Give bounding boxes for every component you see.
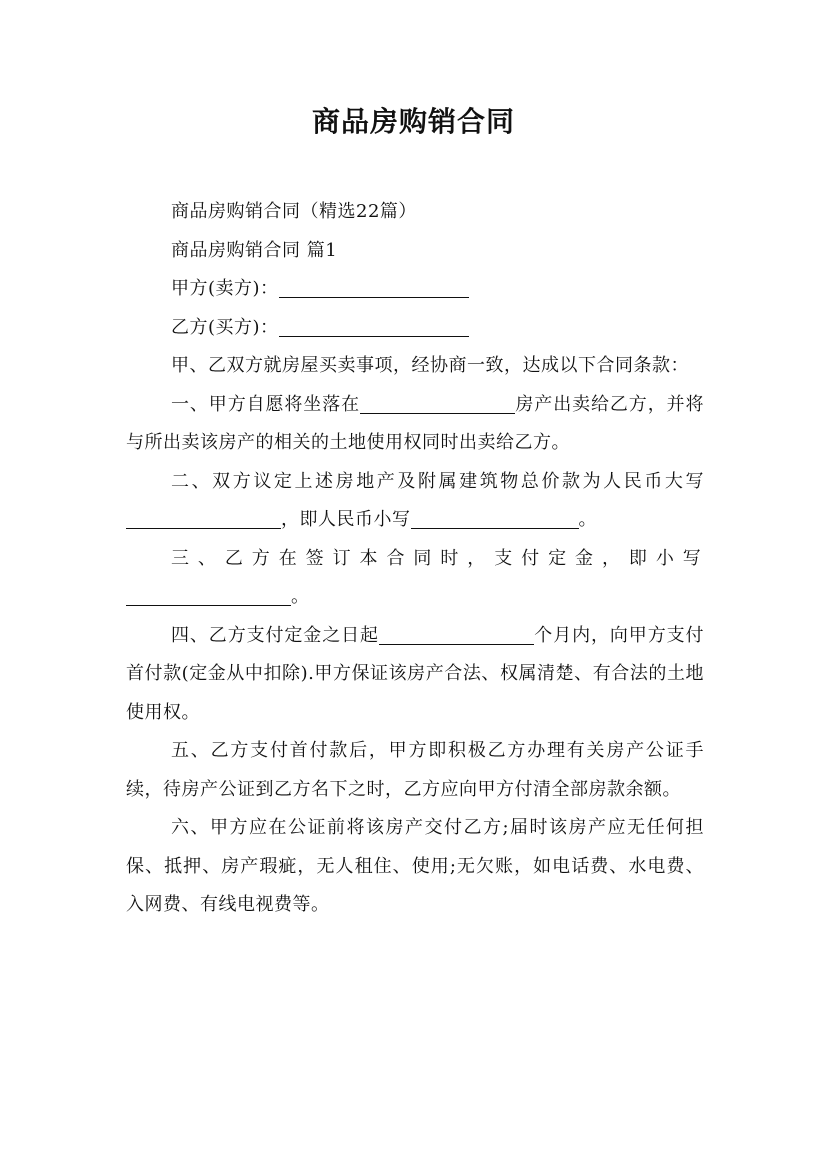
clause-4-text-a: 四、乙方支付定金之日起 — [171, 624, 379, 646]
clause-1-text-b: 房产出卖给乙方，并将与所出卖该房产的相关的土地使用权同时出卖给乙方。 — [126, 393, 704, 453]
clause-2-text-b: ，即人民币小写 — [281, 509, 411, 530]
party-a-line — [126, 270, 704, 309]
clause-6: 六、甲方应在公证前将该房产交付乙方;届时该房产应无任何担保、抵押、房产瑕疵，无人租住、使用;无欠账，如电话费、水电费、入网费、有线电视费等。 — [126, 817, 704, 915]
party-b-line — [126, 309, 704, 348]
clause-1 — [126, 386, 704, 463]
property-location-blank — [360, 393, 515, 414]
clause-5: 五、乙方支付首付款后，甲方即积极乙方办理有关房产公证手续，待房产公证到乙方名下之时，乙方应向甲方付清全部房款余额。 — [126, 740, 704, 800]
deposit-blank — [126, 585, 291, 606]
party-a-blank — [279, 277, 469, 298]
party-b-blank — [279, 316, 469, 337]
price-lowercase-blank — [411, 508, 579, 529]
clause-3-text-b: 。 — [291, 586, 313, 607]
clause-1-text-a: 一、甲方自愿将坐落在 — [171, 393, 360, 415]
clause-2-text-c: 。 — [578, 509, 597, 530]
clause-2-text-a: 二、双方议定上述房地产及附属建筑物总价款为人民币大写 — [171, 470, 704, 492]
section-heading: 商品房购销合同 篇1 — [171, 239, 338, 261]
months-blank — [379, 624, 534, 645]
party-a-label: 甲方(卖方)： — [171, 278, 279, 299]
party-b-label: 乙方(买方)： — [171, 316, 279, 338]
document-body — [126, 193, 704, 925]
price-uppercase-blank — [126, 508, 281, 529]
clause-4 — [126, 617, 704, 733]
clause-3-text-a: 三、乙方在签订本合同时，支付定金，即小写 — [171, 547, 704, 569]
clause-4-text-b: 个月内，向甲方支付首付款(定金从中扣除).甲方保证该房产合法、权属清楚、有合法的土地使用权。 — [126, 624, 705, 723]
subtitle-line: 商品房购销合同（精选22篇） — [171, 201, 417, 222]
document-title: 商品房购销合同 — [311, 105, 515, 138]
clause-2 — [126, 463, 704, 540]
intro-paragraph: 甲、乙双方就房屋买卖事项，经协商一致，达成以下合同条款： — [171, 355, 689, 376]
clause-3 — [126, 540, 704, 617]
